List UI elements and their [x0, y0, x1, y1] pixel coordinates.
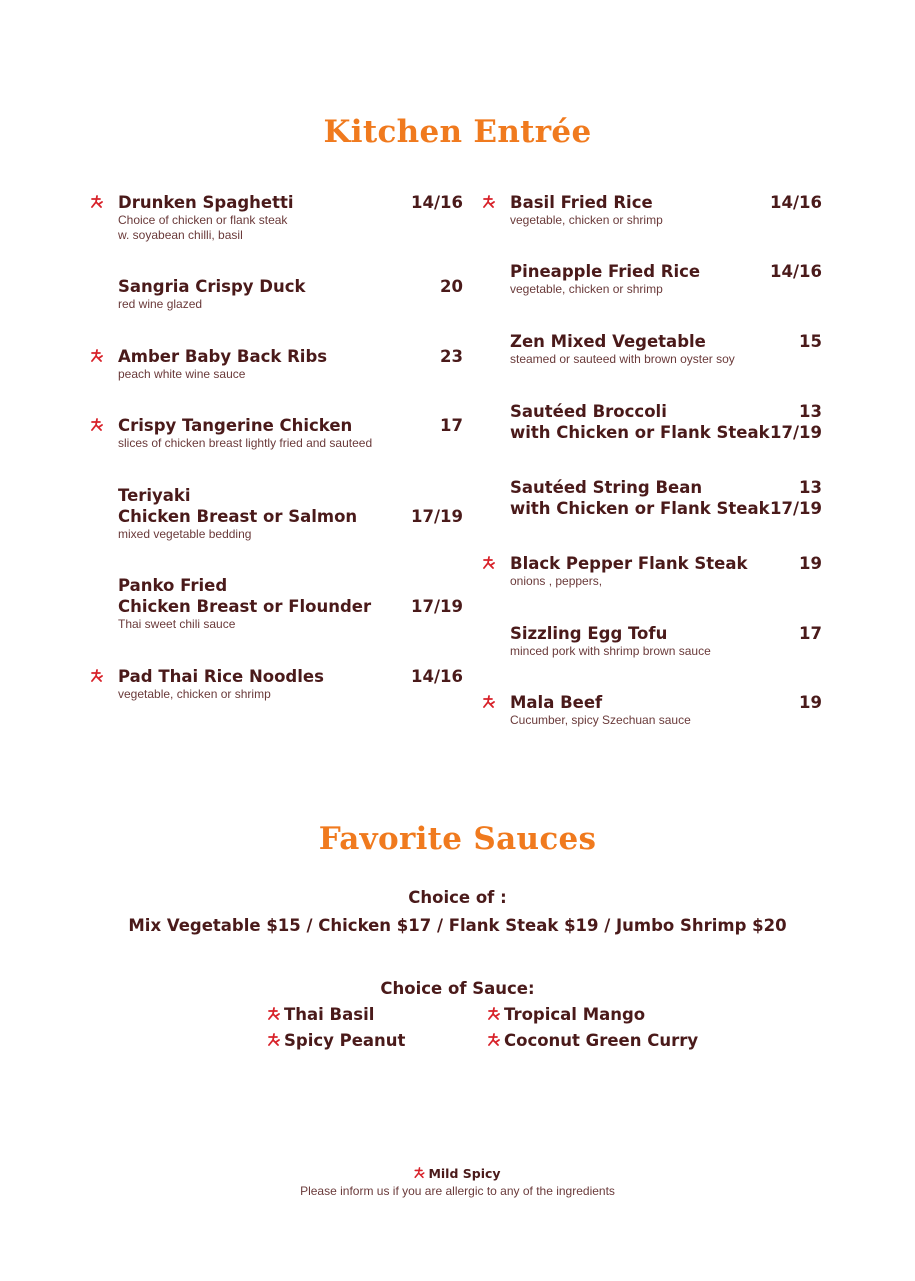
menu-item-crispy-tangerine-chicken — [118, 415, 463, 451]
menu-item-name: with Chicken or Flank Steak — [510, 423, 770, 442]
menu-item-name: Crispy Tangerine Chicken — [118, 416, 353, 435]
menu-item-name: with Chicken or Flank Steak — [510, 499, 770, 518]
kitchen-entree-title: Kitchen Entrée — [323, 114, 592, 150]
menu-item-desc: steamed or sauteed with brown oyster soy — [510, 352, 735, 366]
allergy-note: Please inform us if you are allergic to any of the ingredients — [300, 1184, 615, 1198]
menu-item-black-pepper-flank-steak — [510, 553, 822, 589]
menu-item-name: Chicken Breast or Flounder — [118, 597, 372, 616]
favorite-sauces-title: Favorite Sauces — [318, 821, 597, 857]
menu-item-zen-mixed-vegetable — [510, 331, 822, 367]
menu-item-price: 14/16 — [411, 667, 463, 686]
menu-item-price: 17/19 — [770, 499, 822, 518]
menu-item-price: 23 — [440, 347, 463, 366]
menu-item-name: Drunken Spaghetti — [118, 193, 294, 212]
menu-item-name: Sizzling Egg Tofu — [510, 624, 668, 643]
chili-pepper-icon — [268, 1033, 280, 1047]
menu-item-basil-fried-rice — [510, 192, 822, 228]
menu-item-price: 14/16 — [411, 193, 463, 212]
sauce-option-spicy-peanut — [268, 1031, 405, 1050]
menu-item-price: 13 — [799, 478, 822, 497]
menu-item-desc: vegetable, chicken or shrimp — [510, 213, 663, 227]
menu-item-desc: Choice of chicken or flank steak — [118, 213, 288, 227]
menu-item-price: 14/16 — [770, 193, 822, 212]
chili-pepper-icon — [268, 1007, 280, 1021]
sauce-option-label: Thai Basil — [284, 1005, 375, 1024]
chili-pepper-icon — [91, 418, 103, 432]
chili-pepper-icon — [483, 195, 495, 209]
chili-pepper-icon — [414, 1167, 425, 1179]
choice-of-label: Choice of : — [408, 888, 507, 907]
menu-item-desc: peach white wine sauce — [118, 367, 246, 381]
menu-item-price: 17 — [440, 416, 463, 435]
sauce-option-label: Tropical Mango — [504, 1005, 646, 1024]
menu-item-panko-fried — [118, 575, 463, 632]
menu-item-name: Sautéed Broccoli — [510, 402, 667, 421]
spicy-legend-label: Mild Spicy — [428, 1166, 501, 1181]
menu-item-name: Teriyaki — [118, 486, 191, 505]
menu-item-pad-thai-rice-noodles — [118, 666, 463, 702]
chili-pepper-icon — [488, 1007, 500, 1021]
menu-item-desc: Thai sweet chili sauce — [118, 617, 236, 631]
menu-item-desc: vegetable, chicken or shrimp — [510, 282, 663, 296]
menu-item-desc: slices of chicken breast lightly fried and sauteed — [118, 436, 373, 450]
chili-pepper-icon — [483, 556, 495, 570]
menu-item-desc: onions , peppers, — [510, 574, 603, 588]
menu-item-price: 17 — [799, 624, 822, 643]
menu-item-name: Pineapple Fried Rice — [510, 262, 701, 281]
menu-item-price: 20 — [440, 277, 463, 296]
sauce-option-tropical-mango — [488, 1005, 645, 1024]
chili-pepper-icon — [91, 349, 103, 363]
menu-item-desc: minced pork with shrimp brown sauce — [510, 644, 711, 658]
menu-item-price: 17/19 — [411, 507, 463, 526]
sauce-option-coconut-green-curry — [488, 1031, 698, 1050]
menu-item-sauteed-string-bean — [510, 477, 822, 519]
menu-item-amber-baby-back-ribs — [118, 346, 463, 382]
sauce-option-label: Coconut Green Curry — [504, 1031, 699, 1050]
menu-item-name: Sautéed String Bean — [510, 478, 703, 497]
menu-item-price: 17/19 — [770, 423, 822, 442]
menu-item-desc: red wine glazed — [118, 297, 203, 311]
menu-item-price: 17/19 — [411, 597, 463, 616]
sauce-option-label: Spicy Peanut — [284, 1031, 406, 1050]
menu-item-name: Basil Fried Rice — [510, 193, 653, 212]
protein-price-line: Mix Vegetable $15 / Chicken $17 / Flank Steak $19 / Jumbo Shrimp $20 — [128, 916, 787, 935]
menu-item-price: 14/16 — [770, 262, 822, 281]
menu-item-sizzling-egg-tofu — [510, 623, 822, 659]
chili-pepper-icon — [488, 1033, 500, 1047]
menu-item-name: Pad Thai Rice Noodles — [118, 667, 324, 686]
menu-item-name: Black Pepper Flank Steak — [510, 554, 748, 573]
menu-item-price: 15 — [799, 332, 822, 351]
menu-item-pineapple-fried-rice — [510, 261, 822, 297]
menu-item-desc: mixed vegetable bedding — [118, 527, 252, 541]
menu-item-name: Panko Fried — [118, 576, 228, 595]
menu-item-name: Amber Baby Back Ribs — [118, 347, 328, 366]
menu-item-name: Mala Beef — [510, 693, 603, 712]
menu-item-desc: vegetable, chicken or shrimp — [118, 687, 271, 701]
spicy-legend — [0, 1166, 915, 1181]
menu-item-drunken-spaghetti — [118, 192, 463, 243]
menu-item-name: Sangria Crispy Duck — [118, 277, 306, 296]
chili-pepper-icon — [483, 695, 495, 709]
choice-of-sauce-label: Choice of Sauce: — [380, 979, 535, 998]
menu-item-sauteed-broccoli — [510, 401, 822, 443]
menu-item-mala-beef — [510, 692, 822, 728]
menu-item-price: 19 — [799, 554, 822, 573]
menu-item-desc: w. soyabean chilli, basil — [118, 228, 243, 242]
menu-item-sangria-crispy-duck — [118, 276, 463, 312]
menu-item-price: 19 — [799, 693, 822, 712]
menu-item-desc: Cucumber, spicy Szechuan sauce — [510, 713, 691, 727]
sauce-option-thai-basil — [268, 1005, 374, 1024]
chili-pepper-icon — [91, 669, 103, 683]
menu-item-name: Chicken Breast or Salmon — [118, 507, 358, 526]
menu-item-price: 13 — [799, 402, 822, 421]
chili-pepper-icon — [91, 195, 103, 209]
menu-item-name: Zen Mixed Vegetable — [510, 332, 706, 351]
menu-item-teriyaki — [118, 485, 463, 542]
